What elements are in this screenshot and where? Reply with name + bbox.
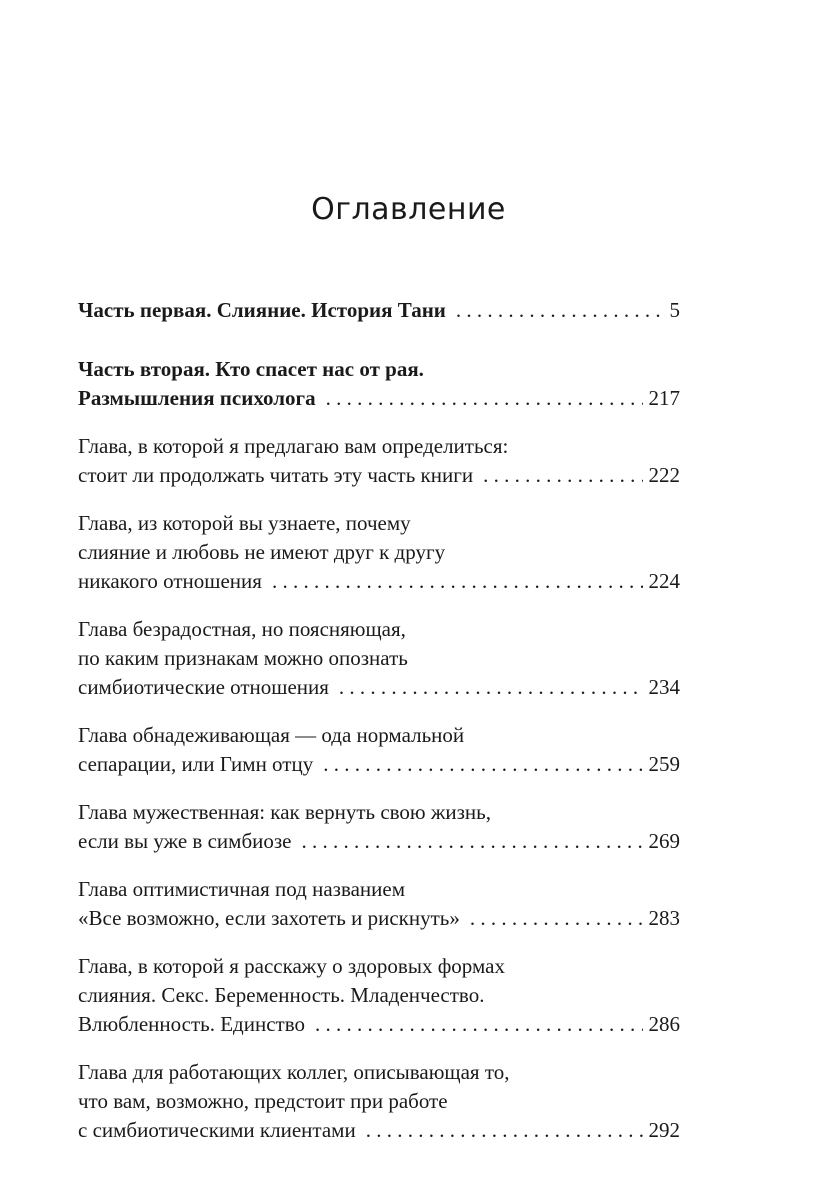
- toc-entry-last-line: [78, 384, 680, 413]
- toc-entry-last-line: [78, 673, 680, 702]
- toc-entry-line: Глава для работающих коллег, описывающая то,: [78, 1060, 510, 1084]
- toc-entry-last-line: [78, 904, 680, 933]
- dot-leader: [470, 904, 643, 933]
- toc-entry-last-line: [78, 567, 680, 596]
- table-of-contents: [78, 296, 680, 1164]
- toc-chapter-entry[interactable]: [78, 1058, 680, 1145]
- toc-entry-line: слияние и любовь не имеют друг к другу: [78, 540, 446, 564]
- toc-chapter-entry[interactable]: [78, 875, 680, 933]
- page-number: 217: [648, 386, 680, 410]
- toc-entry-line: никакого отношения: [78, 569, 262, 593]
- toc-entry-line: Влюбленность. Единство: [78, 1012, 305, 1036]
- toc-entry-line: слияния. Секс. Беременность. Младенчество.: [78, 983, 485, 1007]
- toc-entry-line: Глава безрадостная, но поясняющая,: [78, 617, 406, 641]
- toc-chapter-entry[interactable]: [78, 952, 680, 1039]
- toc-entry-line: Часть первая. Слияние. История Тани: [78, 298, 446, 322]
- page-number: 5: [669, 298, 680, 322]
- dot-leader: [326, 384, 643, 413]
- dot-leader: [456, 296, 664, 325]
- toc-chapter-entry[interactable]: [78, 432, 680, 490]
- toc-entry-last-line: [78, 750, 680, 779]
- page-number: 224: [648, 569, 680, 593]
- toc-entry-line: Глава, в которой я расскажу о здоровых формах: [78, 954, 505, 978]
- toc-part-entry[interactable]: [78, 355, 680, 413]
- toc-entry-line: симбиотические отношения: [78, 675, 329, 699]
- page-number: 234: [648, 675, 680, 699]
- toc-entry-line: сепарации, или Гимн отцу: [78, 752, 314, 776]
- page-number: 283: [648, 906, 680, 930]
- dot-leader: [483, 461, 642, 490]
- toc-chapter-entry[interactable]: [78, 721, 680, 779]
- toc-entry-line: Глава мужественная: как вернуть свою жизнь,: [78, 800, 491, 824]
- toc-entry-line: стоит ли продолжать читать эту часть книги: [78, 463, 474, 487]
- page-number: 292: [648, 1118, 680, 1142]
- toc-entry-line: с симбиотическими клиентами: [78, 1118, 356, 1142]
- toc-entry-last-line: [78, 1010, 680, 1039]
- toc-entry-line: Размышления психолога: [78, 386, 316, 410]
- page-number: 222: [648, 463, 680, 487]
- toc-entry-line: по каким признакам можно опознать: [78, 646, 408, 670]
- dot-leader: [315, 1010, 643, 1039]
- toc-entry-last-line: [78, 296, 680, 325]
- page-title: Оглавление: [311, 192, 506, 227]
- page-number: 259: [648, 752, 680, 776]
- toc-entry-last-line: [78, 827, 680, 856]
- toc-entry-line: Глава обнадеживающая — ода нормальной: [78, 723, 465, 747]
- page-number: 286: [648, 1012, 680, 1036]
- toc-entry-line: что вам, возможно, предстоит при работе: [78, 1089, 448, 1113]
- toc-entry-line: если вы уже в симбиозе: [78, 829, 292, 853]
- toc-entry-last-line: [78, 461, 680, 490]
- toc-entry-line: Глава, из которой вы узнаете, почему: [78, 511, 411, 535]
- toc-part-entry[interactable]: [78, 296, 680, 325]
- toc-entry-line: Глава оптимистичная под названием: [78, 877, 405, 901]
- toc-chapter-entry[interactable]: [78, 798, 680, 856]
- toc-chapter-entry[interactable]: [78, 615, 680, 702]
- dot-leader: [323, 750, 642, 779]
- dot-leader: [366, 1116, 643, 1145]
- toc-entry-line: «Все возможно, если захотеть и рискнуть»: [78, 906, 460, 930]
- page-number: 269: [648, 829, 680, 853]
- toc-entry-line: Глава, в которой я предлагаю вам определиться:: [78, 434, 509, 458]
- dot-leader: [302, 827, 643, 856]
- dot-leader: [272, 567, 643, 596]
- dot-leader: [339, 673, 643, 702]
- toc-entry-line: Часть вторая. Кто спасет нас от рая.: [78, 357, 424, 381]
- toc-entry-last-line: [78, 1116, 680, 1145]
- toc-chapter-entry[interactable]: [78, 509, 680, 596]
